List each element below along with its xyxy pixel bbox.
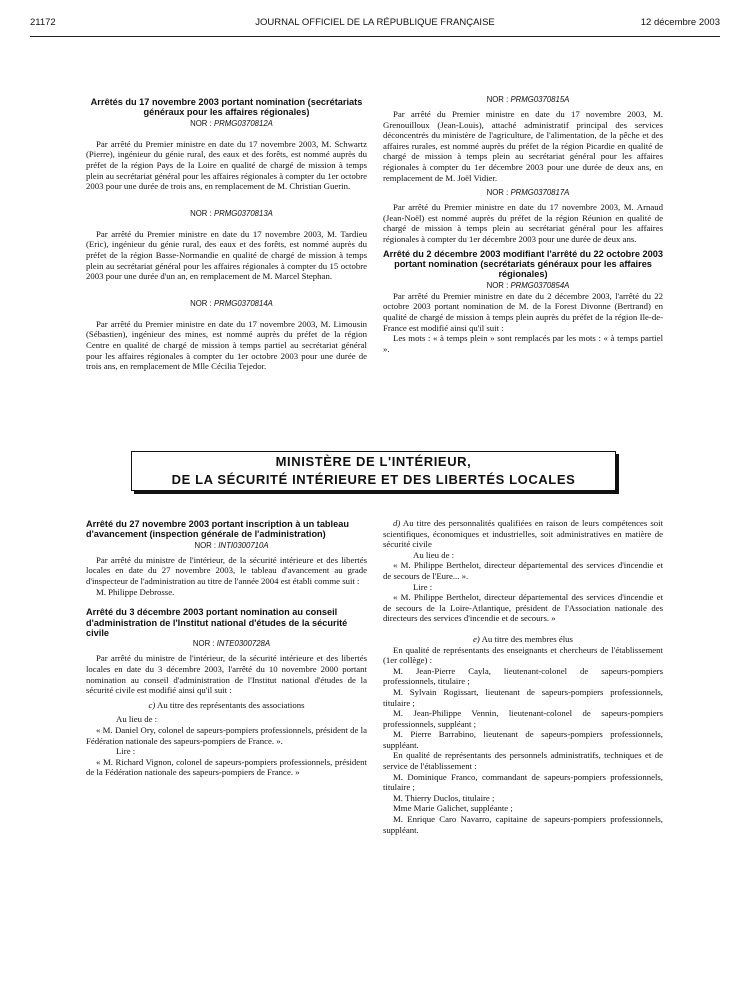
quote-berthelot-eure: « M. Philippe Berthelot, directeur départemental des services d'incendie et de secours de l'Eure... ». [383,560,663,581]
au-lieu-de: Au lieu de : [413,549,455,560]
column-bottom-right [383,518,663,835]
membre-line: En qualité de représentants des enseignants et chercheurs de l'établissement (1er collège) : [383,644,663,666]
nor-reference: NOR : INTI0300710A [194,540,269,550]
header-rule [30,36,720,37]
nor-reference: NOR : PRMG0370813A [190,208,273,218]
membre-line: M. Dominique Franco, commandant de sapeurs-pompiers professionnels, titulaire ; [383,771,663,793]
nor-reference: NOR : PRMG0370812A [190,118,273,128]
membre-line: M. Enrique Caro Navarro, capitaine de sapeurs-pompiers professionnels, suppléant. [383,814,663,835]
heading-arrete-27-novembre: Arrêté du 27 novembre 2003 portant inscription à un tableau d'avancement (inspection générale de l'administration) [86,519,349,540]
paragraph-limousin: Par arrêté du Premier ministre en date du 17 novembre 2003, M. Limousin (Sébastien), ingénieur des mines, est nommé auprès du préfet de la région Centre en qualité de chargé de mission à temps partiel au secrétariat général pour les affaires régionales à compter du 1er octobre 2003 pour une durée de trois ans, en remplacement de Mlle Cécilia Tejedor. [86,318,367,372]
page-number: 21172 [30,17,56,28]
paragraph-arnaud: Par arrêté du Premier ministre en date du 17 novembre 2003, M. Arnaud (Jean-Noël) est nommé auprès du préfet de la région Réunion en qualité de chargé de mission à temps plein au secrétariat général pour les affaires régionales à compter du 1er décembre 2003 pour une durée de deux ans. [383,202,663,244]
subsection-e: e) Au titre des membres élus [473,633,573,644]
ministry-line-2: DE LA SÉCURITÉ INTÉRIEURE ET DES LIBERTÉS LOCALES [171,472,576,487]
paragraph-institut-national: Par arrêté du ministre de l'intérieur, de la sécurité intérieure et des libertés locales en date du 3 décembre 2003, l'arrêté du 10 novembre 2000 portant nomination au conseil d'administration de l'Institut national d'études de la sécurité civile est modifié ainsi qu'il suit : [86,653,367,696]
heading-arrete-3-decembre: Arrêté du 3 décembre 2003 portant nomination au conseil d'administration de l'Institut national d'études de la sécurité civile [86,607,348,638]
column-top-right [383,94,663,354]
nor-reference: NOR : INTE0300728A [192,639,271,649]
membre-line: M. Jean-Pierre Cayla, lieutenant-colonel de sapeurs-pompiers professionnels, titulaire ; [383,665,663,687]
quote-vignon: « M. Richard Vignon, colonel de sapeurs-pompiers professionnels, président de la Fédération nationale des sapeurs-pompiers de France. » [86,756,367,778]
ministry-line-1: MINISTÈRE DE L'INTÉRIEUR, [275,454,472,469]
lire: Lire : [413,581,433,592]
issue-date: 12 décembre 2003 [640,17,720,28]
paragraph-schwartz: Par arrêté du Premier ministre en date du 17 novembre 2003, M. Schwartz (Pierre), ingénieur du génie rural, des eaux et des forêts, est nommé auprès du préfet de la région Pays de la Loire en qualité de chargé de mission à temps plein au secrétariat général pour les affaires régionales à compter du 1er octobre 2003 pour une durée de trois ans, en remplacement de M. Christian Guerin. [86,138,367,192]
heading-arretes-17-novembre: Arrêtés du 17 novembre 2003 portant nomination (secrétariats généraux pour les affaires régionales) [90,97,363,118]
membre-line: Mme Marie Galichet, suppléante ; [393,803,513,814]
membre-line: En qualité de représentants des personnels administratifs, techniques et de service de l'établissement : [383,750,663,772]
paragraph-de-la-forest-divonne: Par arrêté du Premier ministre en date du 2 décembre 2003, l'arrêté du 22 octobre 2003 portant nomination de M. de la Forest Divonne (Bertrand) en qualité de chargé de mission à temps plein auprès du préfet de la région Ile-de-France est modifié ainsi qu'il suit : [383,290,663,333]
nor-reference: NOR : PRMG0370854A [486,280,570,290]
page-header [30,17,720,31]
heading-arrete-2-decembre: Arrêté du 2 décembre 2003 modifiant l'arrêté du 22 octobre 2003 portant nomination (secrétariats généraux pour les affaires régionales) [383,248,663,280]
nor-reference: NOR : PRMG0370817A [486,188,570,198]
column-bottom-left [86,519,367,778]
paragraph-tardieu: Par arrêté du Premier ministre en date du 17 novembre 2003, M. Tardieu (Eric), ingénieur du génie rural, des eaux et des forêts, est nommé auprès du préfet de la région Basse-Normandie en qualité de chargé de mission à temps plein au secrétariat général pour les affaires régionales à compter du 15 octobre 2003 pour une durée d'un an, en remplacement de M. Marcel Stephan. [86,228,367,282]
paragraph-grenouilloux: Par arrêté du Premier ministre en date du 17 novembre 2003, M. Grenouilloux (Jean-Louis), attaché administratif principal des services déconcentrés du ministère de l'agriculture, de l'alimentation, de la pêche et des affaires rurales, est nommé auprès du préfet de la région Picardie en qualité de chargé de mission à temps plein au secrétariat général pour les affaires régionales à compter du 1er décembre 2003 pour une durée de deux ans, en remplacement de M. Joël Vidier. [383,109,663,183]
membre-line: M. Sylvain Rogissart, lieutenant de sapeurs-pompiers professionnels, titulaire ; [383,686,663,708]
ministry-title-box [131,451,616,491]
journal-title: JOURNAL OFFICIEL DE LA RÉPUBLIQUE FRANÇAISE [255,17,495,28]
subsection-d: d) Au titre des personnalités qualifiées en raison de leurs compétences soit scientifiques, économiques et industrielles, soit administratives en matière de sécurité civile [383,518,663,550]
subsection-c: c) Au titre des représentants des associations [148,699,305,710]
membre-line: M. Thierry Duclos, titulaire ; [393,792,495,803]
membre-line: M. Jean-Philippe Vennin, lieutenant-colonel de sapeurs-pompiers professionnels, suppléant ; [383,708,663,729]
column-top-left [86,97,367,372]
paragraph-tableau-avancement: Par arrêté du ministre de l'intérieur, de la sécurité intérieure et des libertés locales en date du 27 novembre 2003, le tableau d'avancement au grade d'inspecteur de l'administration au titre de l'année 2004 est établi comme suit : [86,554,367,586]
paragraph-les-mots: Les mots : « à temps plein » sont remplacés par les mots : « à temps partiel ». [383,333,663,354]
quote-berthelot-loire: « M. Philippe Berthelot, directeur départemental des services d'incendie et de secours de la Loire-Atlantique, président de l'Association nationale des directeurs des services d'incendie et de secours. » [383,592,663,624]
membre-line: M. Pierre Barrabino, lieutenant de sapeurs-pompiers professionnels, suppléant. [383,729,663,750]
nor-reference: NOR : PRMG0370814A [190,298,273,308]
paragraph-debrosse: M. Philippe Debrosse. [96,586,175,597]
quote-ory: « M. Daniel Ory, colonel de sapeurs-pompiers professionnels, président de la Fédération nationale des sapeurs-pompiers de France. ». [86,724,367,746]
au-lieu-de: Au lieu de : [116,714,158,725]
nor-reference: NOR : PRMG0370815A [486,95,570,104]
lire: Lire : [116,746,136,757]
